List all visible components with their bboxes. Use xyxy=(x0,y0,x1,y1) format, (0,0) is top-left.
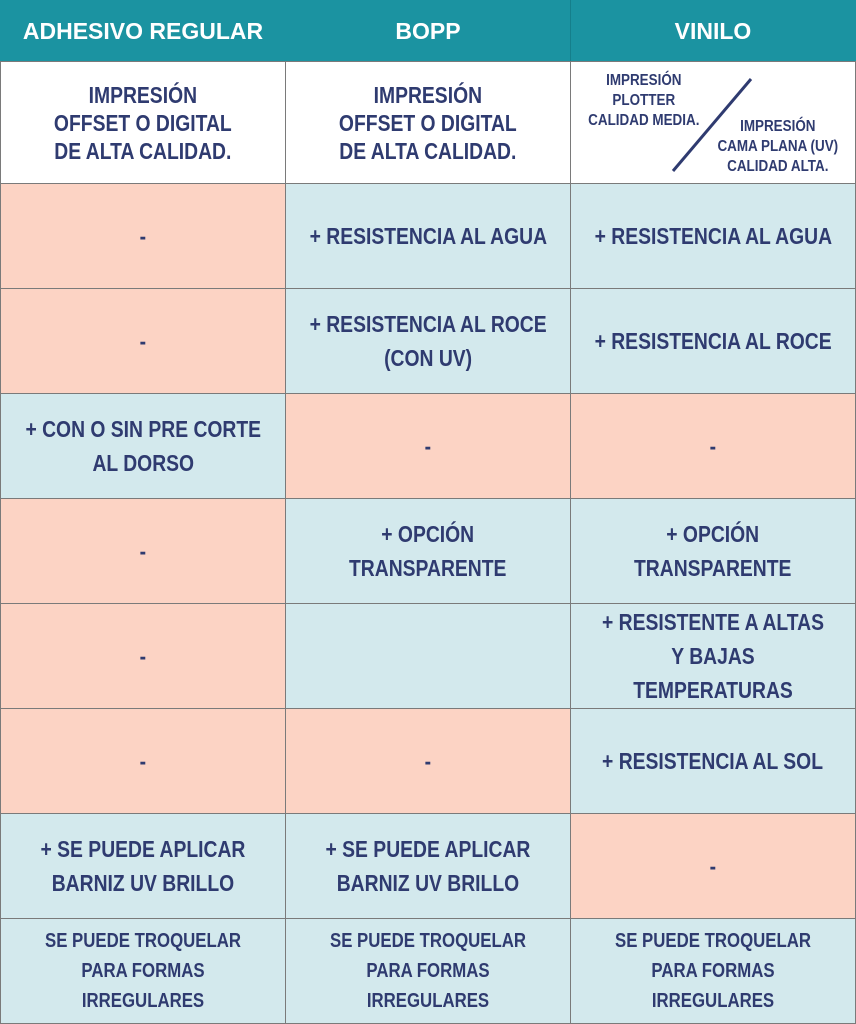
feature-cell-adhesivo xyxy=(1,394,286,499)
header-bopp: BOPP xyxy=(286,1,571,62)
feature-cell-adhesivo xyxy=(1,604,286,709)
print-bopp-text: IMPRESIÓN OFFSET O DIGITAL DE ALTA CALIDAD. xyxy=(339,81,517,164)
feature-cell-vinilo xyxy=(571,919,856,1024)
header-vinilo: VINILO xyxy=(571,1,856,62)
feature-cell-adhesivo xyxy=(1,814,286,919)
feature-text: + RESISTENTE A ALTAS Y BAJAS TEMPERATURAS xyxy=(601,609,825,703)
feature-text: + RESISTENCIA AL AGUA xyxy=(309,223,547,249)
feature-row xyxy=(1,814,856,919)
feature-text: + OPCIÓN TRANSPARENTE xyxy=(634,521,792,581)
feature-text: + RESISTENCIA AL ROCE (CON UV) xyxy=(309,311,547,371)
feature-cell-vinilo xyxy=(571,394,856,499)
feature-row xyxy=(1,919,856,1024)
feature-text: + SE PUEDE APLICAR BARNIZ UV BRILLO xyxy=(325,836,531,896)
feature-cell-bopp xyxy=(286,499,571,604)
feature-text: + OPCIÓN TRANSPARENTE xyxy=(349,521,507,581)
feature-text: SE PUEDE TROQUELAR PARA FORMAS IRREGULARES xyxy=(614,930,812,1012)
feature-cell-adhesivo xyxy=(1,709,286,814)
feature-cell-vinilo xyxy=(571,814,856,919)
feature-row xyxy=(1,394,856,499)
feature-text: - xyxy=(424,433,432,459)
feature-cell-bopp xyxy=(286,289,571,394)
feature-text: + SE PUEDE APLICAR BARNIZ UV BRILLO xyxy=(40,836,246,896)
feature-cell-adhesivo xyxy=(1,919,286,1024)
print-vinilo-cell xyxy=(571,62,856,184)
feature-cell-vinilo xyxy=(571,709,856,814)
feature-cell-bopp xyxy=(286,184,571,289)
feature-text: - xyxy=(139,328,147,354)
feature-text: - xyxy=(709,853,717,879)
feature-text: - xyxy=(139,538,147,564)
feature-row xyxy=(1,289,856,394)
print-bopp-cell xyxy=(286,62,571,184)
print-vinilo-plotter-text: IMPRESIÓN PLOTTER CALIDAD MEDIA. xyxy=(588,71,700,129)
feature-row xyxy=(1,499,856,604)
feature-cell-vinilo xyxy=(571,184,856,289)
feature-text: + RESISTENCIA AL SOL xyxy=(602,748,824,774)
feature-text: SE PUEDE TROQUELAR PARA FORMAS IRREGULARES xyxy=(329,930,527,1012)
feature-cell-bopp xyxy=(286,919,571,1024)
feature-cell-vinilo xyxy=(571,289,856,394)
feature-text: - xyxy=(139,223,147,249)
feature-cell-bopp xyxy=(286,709,571,814)
feature-text: SE PUEDE TROQUELAR PARA FORMAS IRREGULARES xyxy=(44,930,242,1012)
print-quality-row xyxy=(1,62,856,184)
feature-text: + RESISTENCIA AL ROCE xyxy=(594,328,832,354)
feature-cell-bopp xyxy=(286,814,571,919)
feature-row xyxy=(1,184,856,289)
feature-text: - xyxy=(709,433,717,459)
feature-cell-adhesivo xyxy=(1,499,286,604)
feature-row xyxy=(1,709,856,814)
feature-text: - xyxy=(139,643,147,669)
feature-cell-bopp xyxy=(286,604,571,709)
print-adhesivo-text: IMPRESIÓN OFFSET O DIGITAL DE ALTA CALIDAD. xyxy=(54,81,232,164)
feature-cell-vinilo xyxy=(571,604,856,709)
feature-text: + RESISTENCIA AL AGUA xyxy=(594,223,832,249)
feature-row xyxy=(1,604,856,709)
feature-cell-vinilo xyxy=(571,499,856,604)
header-row xyxy=(1,1,856,62)
print-adhesivo-cell xyxy=(1,62,286,184)
feature-text: - xyxy=(139,748,147,774)
feature-text: - xyxy=(424,748,432,774)
feature-text: + CON O SIN PRE CORTE AL DORSO xyxy=(25,416,261,476)
header-adhesivo-regular: ADHESIVO REGULAR xyxy=(1,1,286,62)
feature-cell-adhesivo xyxy=(1,184,286,289)
feature-cell-adhesivo xyxy=(1,289,286,394)
print-vinilo-cama-plana-text: IMPRESIÓN CAMA PLANA (UV) CALIDAD ALTA. xyxy=(717,117,839,175)
feature-cell-bopp xyxy=(286,394,571,499)
